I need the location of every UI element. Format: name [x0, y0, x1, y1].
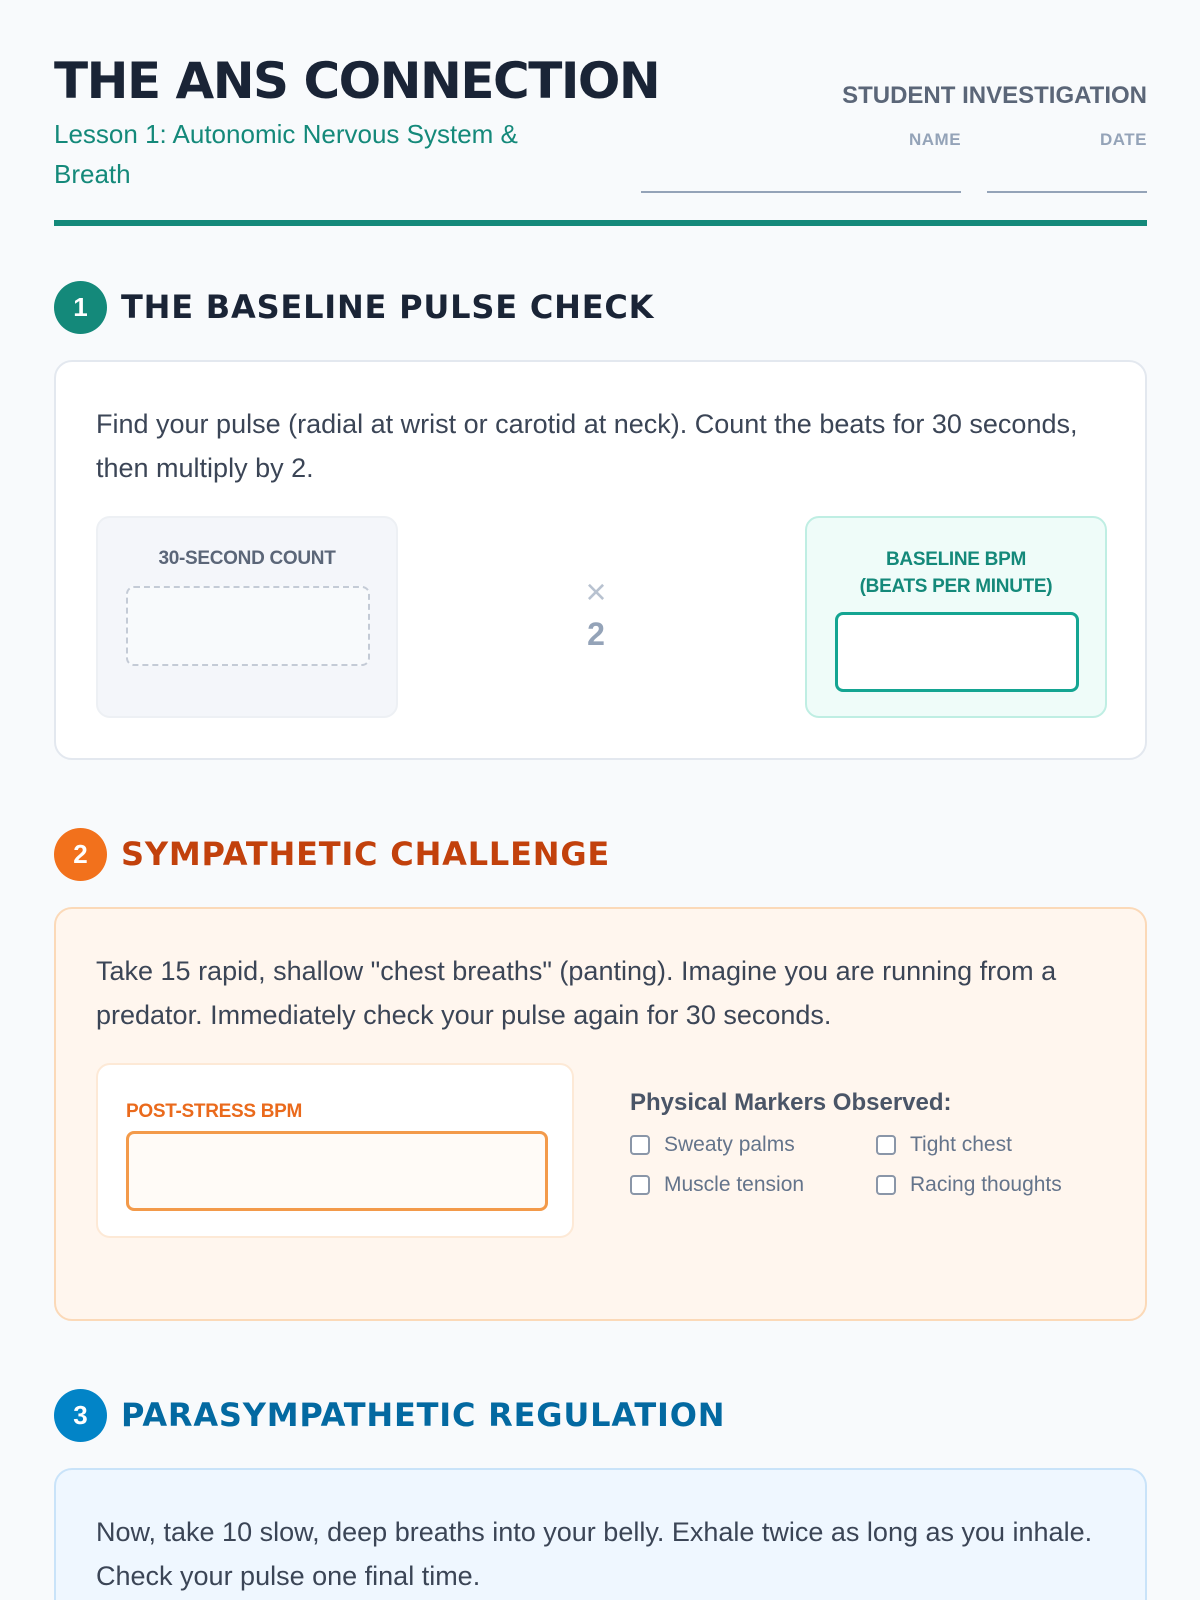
- section-number-badge: 2: [54, 828, 107, 881]
- post-stress-bpm-input[interactable]: [126, 1131, 548, 1211]
- worksheet-header: [54, 0, 1147, 230]
- count-panel: [96, 516, 398, 718]
- baseline-bpm-label-line1: BASELINE BPM: [886, 549, 1026, 570]
- baseline-bpm-panel: [805, 516, 1107, 718]
- marker-label: Muscle tension: [664, 1173, 805, 1196]
- thirty-second-count-input[interactable]: [126, 586, 370, 666]
- section-instructions: Now, take 10 slow, deep breaths into your belly. Exhale twice as long as you inhale. Check your pulse one final time.: [96, 1517, 1093, 1591]
- marker-label: Tight chest: [910, 1133, 1012, 1156]
- checkbox[interactable]: [630, 1135, 650, 1155]
- marker-muscle-tension[interactable]: [630, 1173, 804, 1197]
- header-divider: [54, 220, 1147, 226]
- marker-tight-chest[interactable]: [876, 1133, 1012, 1157]
- count-label: 30-SECOND COUNT: [158, 548, 336, 569]
- post-stress-panel: [96, 1063, 574, 1238]
- section-number-badge: 3: [54, 1389, 107, 1442]
- multiply-indicator: [556, 572, 636, 656]
- multiply-icon: ×: [585, 571, 607, 612]
- marker-racing-thoughts[interactable]: [876, 1173, 1062, 1197]
- section-instructions: Take 15 rapid, shallow "chest breaths" (panting). Imagine you are running from a predator. Immediately check your pulse again for 30 seconds.: [96, 956, 1057, 1030]
- section-1-heading: [54, 280, 654, 334]
- section-instructions: Find your pulse (radial at wrist or carotid at neck). Count the beats for 30 seconds, then multiply by 2.: [96, 409, 1078, 483]
- physical-markers: [630, 1089, 1062, 1196]
- sympathetic-challenge-card: [54, 907, 1147, 1321]
- section-title: SYMPATHETIC CHALLENGE: [121, 835, 611, 873]
- marker-label: Racing thoughts: [910, 1173, 1062, 1196]
- markers-title: Physical Markers Observed:: [630, 1089, 952, 1116]
- baseline-bpm-label-line2: (BEATS PER MINUTE): [859, 576, 1053, 597]
- date-field[interactable]: [987, 191, 1147, 193]
- baseline-pulse-card: [54, 360, 1147, 760]
- marker-sweaty-palms[interactable]: [630, 1133, 795, 1157]
- checkbox[interactable]: [876, 1135, 896, 1155]
- section-title: THE BASELINE PULSE CHECK: [121, 288, 655, 326]
- worksheet-page: [54, 0, 1147, 1591]
- name-field[interactable]: [641, 191, 961, 193]
- lesson-subtitle: Lesson 1: Autonomic Nervous System & Breath: [54, 119, 518, 189]
- parasympathetic-regulation-card: [54, 1468, 1147, 1600]
- date-label: DATE: [1099, 130, 1147, 149]
- marker-label: Sweaty palms: [664, 1133, 795, 1156]
- student-investigation-label: STUDENT INVESTIGATION: [842, 82, 1147, 109]
- checkbox[interactable]: [630, 1175, 650, 1195]
- section-3-heading: [54, 1388, 725, 1442]
- section-number-badge: 1: [54, 281, 107, 334]
- name-label: NAME: [909, 130, 962, 149]
- section-title: PARASYMPATHETIC REGULATION: [121, 1396, 726, 1434]
- post-stress-bpm-label: POST-STRESS BPM: [126, 1101, 303, 1122]
- baseline-bpm-input[interactable]: [835, 612, 1079, 692]
- multiplier-value: 2: [587, 616, 605, 652]
- section-2-heading: [54, 827, 610, 881]
- checkbox[interactable]: [876, 1175, 896, 1195]
- baseline-bpm-label: [807, 546, 1105, 600]
- page-title: THE ANS CONNECTION: [54, 52, 660, 110]
